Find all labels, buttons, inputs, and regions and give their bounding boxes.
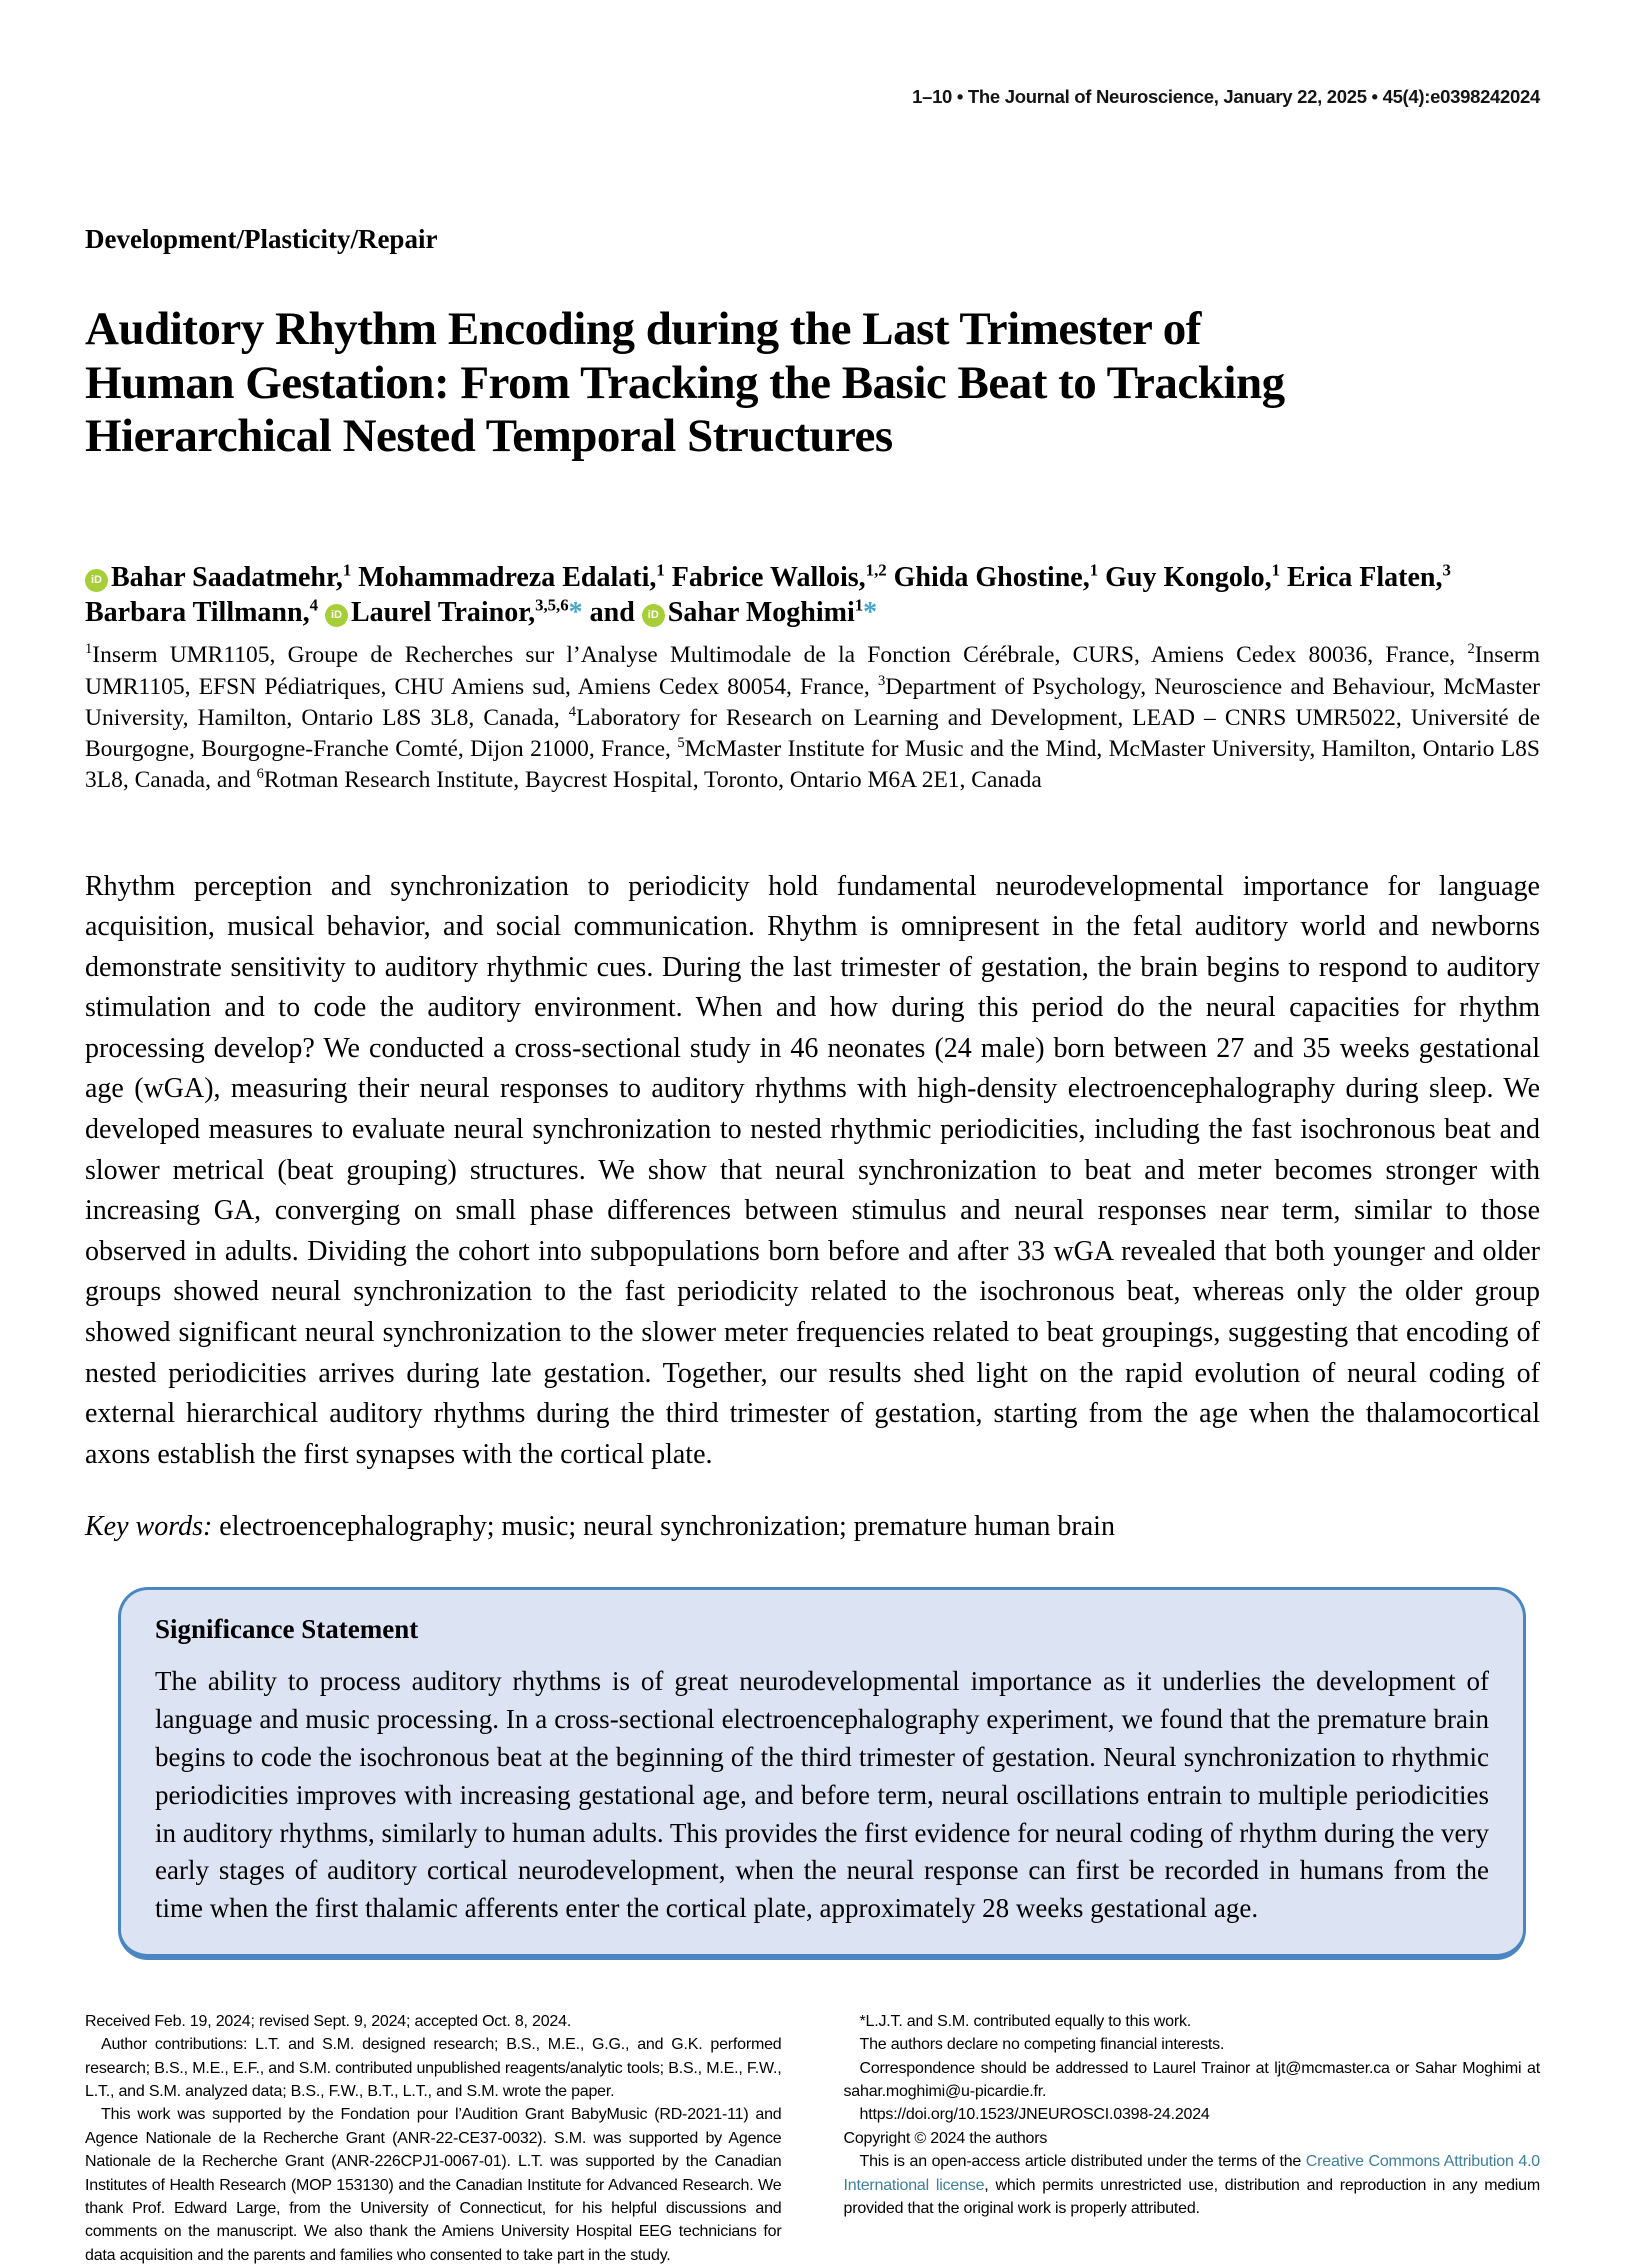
text-segment: Correspondence should be addressed to Laurel Trainor at ljt@mcmaster.ca or Sahar Moghimi at sahar.moghimi@u-picardie.fr. bbox=[843, 2059, 1540, 2101]
author-line bbox=[85, 595, 1540, 630]
significance-body: The ability to process auditory rhythms is of great neurodevelopmental importance as it underlies the development of language and music processing. In a cross-sectional electroencephalography experiment, we found that the premature brain begins to code the isochronous beat at the beginning of the third trimester of gestation. Neural synchronization to rhythmic periodicities improves with increasing gestational age, and before term, neural oscillations entrain to multiple periodicities in auditory rhythms, similarly to human adults. This provides the first evidence for neural coding of rhythm during the very early stages of auditory cortical neurodevelopment, when the neural response can first be recorded in humans from the time when the first thalamic afferents enter the cortical plate, approximately 28 weeks gestational age. bbox=[155, 1666, 1489, 1924]
text-segment: Sahar Moghimi bbox=[667, 597, 855, 628]
orcid-icon[interactable]: iD bbox=[642, 604, 665, 627]
text-segment: Erica Flaten, bbox=[1279, 561, 1443, 593]
orcid-icon[interactable]: iD bbox=[85, 569, 108, 592]
text-segment: , which permits unrestricted use, distribution and reproduction in any medium provided that the original work is properly attributed. bbox=[843, 2176, 1540, 2217]
text-segment: *L.J.T. and S.M. contributed equally to this work. bbox=[859, 2013, 1192, 2030]
superscript: 1,2 bbox=[865, 560, 887, 580]
superscript: 4 bbox=[568, 703, 577, 720]
significance-box bbox=[118, 1587, 1526, 1960]
superscript: 2 bbox=[1467, 641, 1475, 658]
text-segment: Bahar Saadatmehr, bbox=[111, 561, 343, 593]
text-segment: Laurel Trainor, bbox=[350, 597, 536, 628]
text-segment: Received Feb. 19, 2024; revised Sept. 9, 2024; accepted Oct. 8, 2024. bbox=[85, 2013, 572, 2030]
keywords-label: Key words: bbox=[85, 1511, 213, 1543]
superscript: 4 bbox=[309, 595, 318, 615]
footnote-copyright bbox=[844, 2127, 1541, 2150]
orcid-icon[interactable]: iD bbox=[325, 604, 348, 627]
footnotes-section bbox=[85, 2010, 1540, 2267]
footnotes-left-column bbox=[85, 2010, 782, 2267]
text-segment: Fabrice Wallois, bbox=[664, 561, 866, 593]
superscript: 3 bbox=[877, 672, 886, 689]
article-title bbox=[85, 303, 1540, 464]
affiliations bbox=[85, 640, 1540, 796]
superscript: 1 bbox=[85, 641, 93, 658]
text-segment bbox=[318, 597, 325, 628]
text-segment: The authors declare no competing financial interests. bbox=[859, 2036, 1225, 2054]
article-title-line: Human Gestation: From Tracking the Basic Beat to Tracking bbox=[85, 356, 1285, 409]
keywords-text: electroencephalography; music; neural synchronization; premature human brain bbox=[212, 1511, 1115, 1543]
text-segment: McMaster Institute for Music and the Mind, McMaster University, Hamilton, Ontario L8S 3L8, Canada, and bbox=[85, 736, 1541, 794]
superscript: 5 bbox=[677, 735, 685, 752]
footnote-competing-interests bbox=[844, 2033, 1541, 2056]
footnote-doi bbox=[844, 2103, 1541, 2126]
superscript: 1 bbox=[342, 560, 352, 580]
footnote-correspondence bbox=[844, 2057, 1541, 2104]
significance-heading: Significance Statement bbox=[155, 1614, 419, 1645]
keywords-line bbox=[85, 1511, 1540, 1543]
text-segment: Laboratory for Research on Learning and Development, LEAD – CNRS UMR5022, Université de Bourgogne, Bourgogne-Franche Comté, Dijon 21000, France, bbox=[85, 704, 1541, 763]
footnote-funding-acknowledgments bbox=[85, 2103, 782, 2267]
abstract-text: Rhythm perception and synchronization to periodicity hold fundamental neurodevelopmental importance for language acquisition, musical behavior, and social communication. Rhythm is omnipresent in the fetal auditory world and newborns demonstrate sensitivity to auditory rhythmic cues. During the last trimester of gestation, the brain begins to respond to auditory stimulation and to code the auditory environment. When and how during this period do the neural capacities for rhythm processing develop? We conducted a cross-sectional study in 46 neonates (24 male) born between 27 and 35 weeks gestational age (wGA), measuring their neural responses to auditory rhythms with high-density electroencephalography during sleep. We developed measures to evaluate neural synchronization to nested rhythmic periodicities, including the fast isochronous beat and slower metrical (beat grouping) structures. We show that neural synchronization to beat and meter becomes stronger with increasing GA, converging on small phase differences between stimulus and neural responses near term, similar to those observed in adults. Dividing the cohort into subpopulations born before and after 33 wGA revealed that both younger and older groups showed neural synchronization to the fast periodicity related to the isochronous beat, whereas only the older group showed significant neural synchronization to the slower meter frequencies related to beat groupings, suggesting that encoding of nested periodicities arrives during late gestation. Together, our results shed light on the rapid evolution of neural coding of external hierarchical auditory rhythms during the third trimester of gestation, starting from the age when the thalamocortical axons establish the first synapses with the cortical plate. bbox=[85, 870, 1540, 1470]
license-link[interactable]: Creative Commons Attribution 4.0 International license bbox=[843, 2153, 1540, 2194]
text-segment: Inserm UMR1105, EFSN Pédiatriques, CHU Amiens sud, Amiens Cedex 80054, France, bbox=[85, 642, 1540, 700]
superscript: 3,5,6 bbox=[535, 595, 569, 615]
author-line bbox=[85, 560, 1540, 595]
superscript: 6 bbox=[256, 766, 264, 783]
text-segment: This is an open-access article distributed under the terms of the bbox=[859, 2153, 1306, 2171]
text-segment: Ghida Ghostine, bbox=[886, 561, 1090, 593]
text-segment: Copyright © 2024 the authors bbox=[843, 2129, 1048, 2147]
author-list bbox=[85, 560, 1540, 631]
text-segment: * bbox=[863, 597, 878, 628]
text-segment: Guy Kongolo, bbox=[1098, 561, 1272, 593]
superscript: 3 bbox=[1442, 560, 1451, 580]
footnote-equal-contribution bbox=[844, 2010, 1541, 2033]
footnote-author-contributions bbox=[85, 2033, 782, 2103]
superscript: 1 bbox=[1089, 560, 1099, 580]
text-segment: Department of Psychology, Neuroscience and Behaviour, McMaster University, Hamilton, Ontario L8S 3L8, Canada, bbox=[85, 673, 1540, 731]
journal-citation-header: 1–10 • The Journal of Neuroscience, January 22, 2025 • 45(4):e0398242024 bbox=[912, 86, 1540, 107]
text-segment: Mohammadreza Edalati, bbox=[351, 561, 657, 593]
text-segment: and bbox=[582, 597, 642, 628]
superscript: 1 bbox=[854, 595, 864, 615]
footnote-license bbox=[844, 2150, 1541, 2220]
text-segment: * bbox=[568, 597, 583, 628]
text-segment: Author contributions: L.T. and S.M. designed research; B.S., M.E., G.G., and G.K. performed research; B.S., M.E., E.F., and S.M. contributed unpublished reagents/analytic tools; B.S., M.E., F.W., L.T., and S.M. analyzed data; B.S., F.W., B.T., L.T., and S.M. wrote the paper. bbox=[85, 2036, 782, 2101]
section-label: Development/Plasticity/Repair bbox=[85, 224, 438, 254]
footnote-received bbox=[85, 2010, 782, 2033]
text-segment: Barbara Tillmann, bbox=[85, 597, 310, 628]
superscript: 1 bbox=[1271, 560, 1280, 580]
superscript: 1 bbox=[656, 560, 665, 580]
text-segment: This work was supported by the Fondation pour l’Audition Grant BabyMusic (RD-2021-11) and Agence Nationale de la Recherche Grant (ANR-22-CE37-0032). S.M. was supported by Agence Nationale de la Recherche Grant (ANR-226CPJ1-0067-01). L.T. was supported by the Canadian Institutes of Health Research (MOP 153130) and the Canadian Institute for Advanced Research. We thank Prof. Edward Large, from the University of Connecticut, for his helpful discussions and comments on the manuscript. We also thank the Amiens University Hospital EEG technicians for data acquisition and the parents and families who consented to take part in the study. bbox=[85, 2106, 782, 2264]
text-segment: https://doi.org/10.1523/JNEUROSCI.0398-24.2024 bbox=[859, 2106, 1210, 2124]
article-title-line: Hierarchical Nested Temporal Structures bbox=[85, 410, 893, 463]
article-title-line: Auditory Rhythm Encoding during the Last Trimester of bbox=[85, 303, 1201, 355]
text-segment: Rotman Research Institute, Baycrest Hospital, Toronto, Ontario M6A 2E1, Canada bbox=[263, 767, 1042, 794]
footnotes-right-column bbox=[844, 2010, 1541, 2267]
text-segment: Inserm UMR1105, Groupe de Recherches sur l’Analyse Multimodale de la Fonction Cérébrale, CURS, Amiens Cedex 80036, France, bbox=[92, 642, 1468, 669]
